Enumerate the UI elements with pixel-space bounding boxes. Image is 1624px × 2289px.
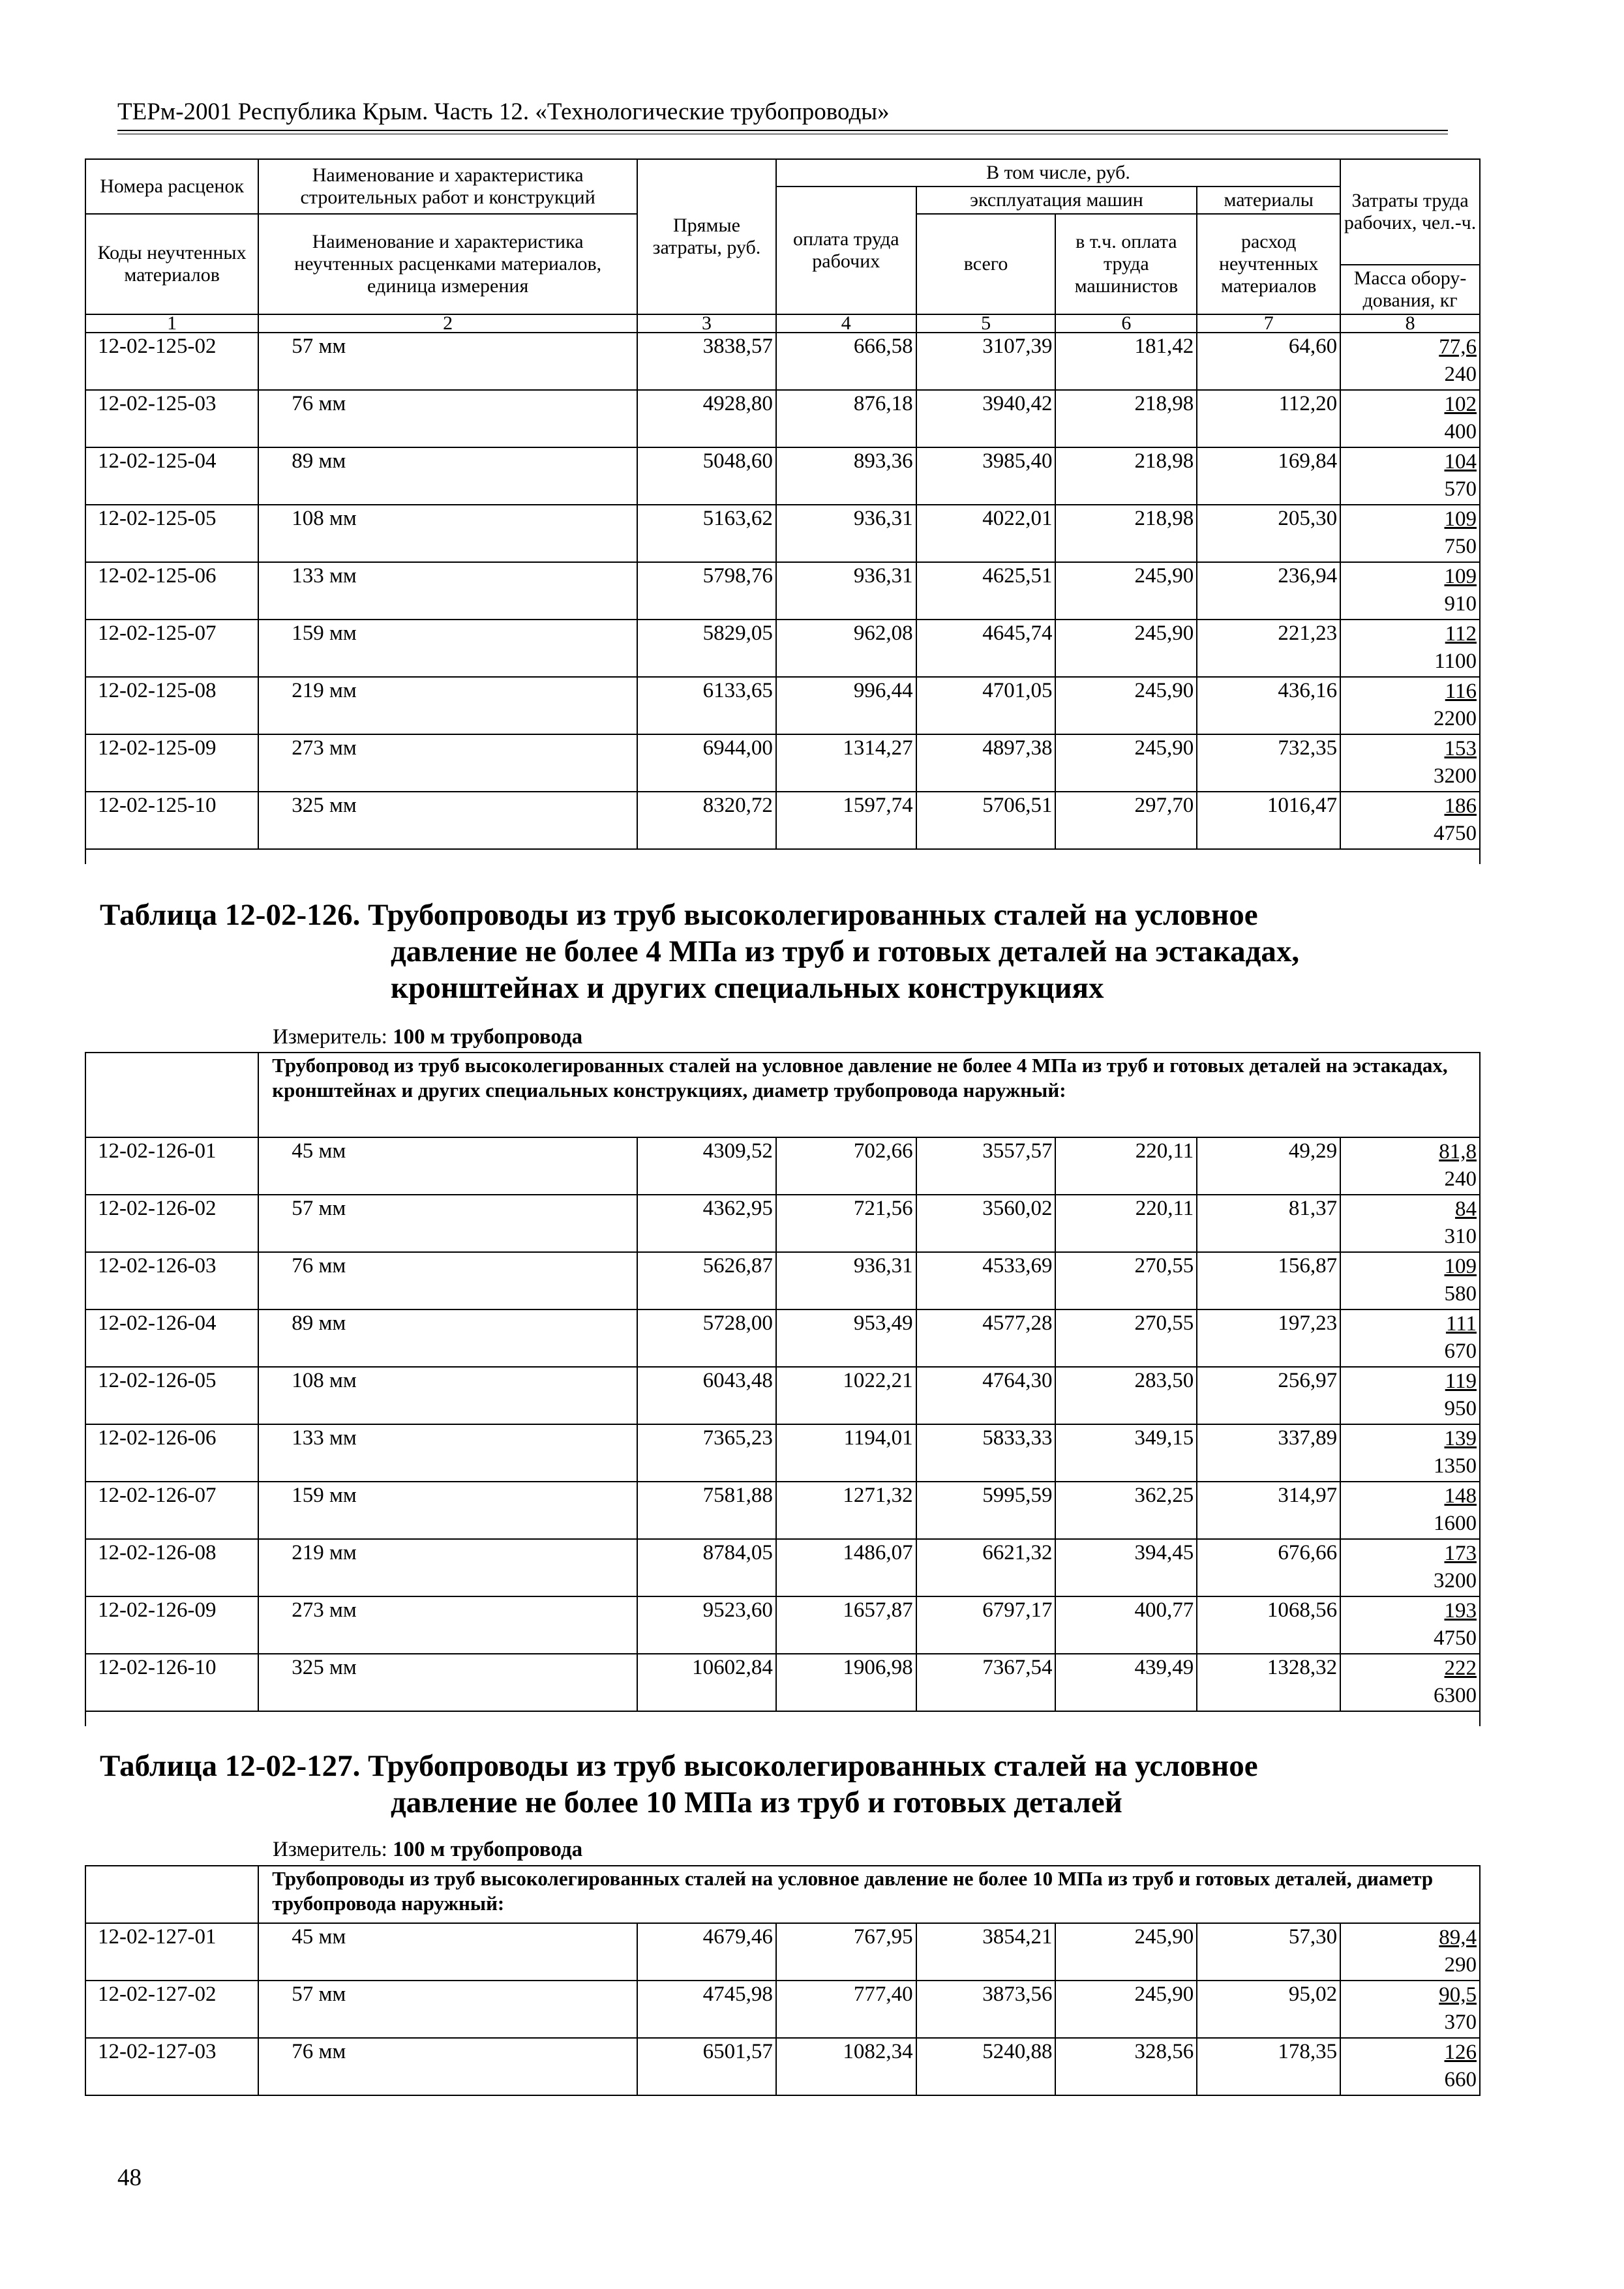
table-126-title-line: Таблица 12-02-126. Трубопроводы из труб высоколегированных сталей на условное [100, 898, 1258, 932]
pipe-diameter: 89 мм [258, 1309, 637, 1367]
machines-total-value: 7367,54 [916, 1654, 1056, 1711]
operator-pay-value: 220,11 [1055, 1137, 1197, 1195]
direct-costs-value: 8784,05 [637, 1539, 776, 1596]
machines-total-value: 3557,57 [916, 1137, 1056, 1195]
pipe-diameter: 89 мм [258, 447, 637, 505]
header-material-codes: Коды неучтенных материалов [85, 214, 258, 314]
pipe-diameter: 57 мм [258, 333, 637, 390]
materials-value: 197,23 [1197, 1309, 1340, 1367]
pipe-diameter: 108 мм [258, 505, 637, 562]
table-row [85, 1424, 1480, 1482]
pipe-diameter: 273 мм [258, 1596, 637, 1654]
pipe-diameter: 76 мм [258, 1252, 637, 1309]
labor-pay-value: 1194,01 [776, 1424, 916, 1482]
equipment-mass-value: 1100 [1434, 650, 1477, 673]
column-number-row [85, 314, 1480, 333]
labor-pay-value: 666,58 [776, 333, 916, 390]
direct-costs-value: 4679,46 [637, 1923, 776, 1981]
labor-hours-and-mass [1340, 1539, 1480, 1596]
pipe-diameter: 325 мм [258, 1654, 637, 1711]
labor-hours-value: 112 [1445, 622, 1477, 646]
equipment-mass-value: 1600 [1434, 1512, 1477, 1535]
operator-pay-value: 245,90 [1055, 562, 1197, 620]
machines-total-value: 4701,05 [916, 677, 1056, 734]
header-materials: материалы [1197, 187, 1340, 214]
materials-value: 49,29 [1197, 1137, 1340, 1195]
equipment-mass-value: 370 [1444, 2011, 1477, 2034]
direct-costs-value: 5163,62 [637, 505, 776, 562]
operator-pay-value: 362,25 [1055, 1482, 1197, 1539]
machines-total-value: 6797,17 [916, 1596, 1056, 1654]
table-127-description: Трубопроводы из труб высоколегированных сталей на условное давление не более 10 МПа из труб и готовых деталей, диаметр трубопровода наружный: [258, 1866, 1480, 1923]
labor-pay-value: 1597,74 [776, 792, 916, 849]
labor-hours-value: 109 [1444, 565, 1477, 588]
pipe-diameter: 133 мм [258, 562, 637, 620]
table-row [85, 1923, 1480, 1981]
table-row [85, 1981, 1480, 2038]
direct-costs-value: 8320,72 [637, 792, 776, 849]
labor-hours-and-mass [1340, 1596, 1480, 1654]
header-machine-operation: эксплуатация машин [916, 187, 1197, 214]
labor-pay-value: 1906,98 [776, 1654, 916, 1711]
column-number: 6 [1055, 314, 1197, 333]
materials-value: 256,97 [1197, 1367, 1340, 1424]
table-row [85, 333, 1480, 390]
machines-total-value: 6621,32 [916, 1539, 1056, 1596]
machines-total-value: 3854,21 [916, 1923, 1056, 1981]
equipment-mass-value: 290 [1444, 1953, 1477, 1977]
labor-hours-and-mass [1340, 1367, 1480, 1424]
machines-total-value: 3985,40 [916, 447, 1056, 505]
header-unaccounted-materials: расход неучтенных материалов [1197, 214, 1340, 314]
table-row [85, 1137, 1480, 1195]
direct-costs-value: 6501,57 [637, 2038, 776, 2095]
direct-costs-value: 5798,76 [637, 562, 776, 620]
operator-pay-value: 297,70 [1055, 792, 1197, 849]
machines-total-value: 4022,01 [916, 505, 1056, 562]
column-number: 8 [1340, 314, 1480, 333]
equipment-mass-value: 3200 [1434, 1569, 1477, 1593]
labor-hours-value: 222 [1444, 1656, 1477, 1680]
materials-value: 156,87 [1197, 1252, 1340, 1309]
labor-hours-and-mass [1340, 1137, 1480, 1195]
materials-value: 169,84 [1197, 447, 1340, 505]
rate-code: 12-02-126-05 [85, 1367, 258, 1424]
table-row [85, 620, 1480, 677]
header-operator-pay: в т.ч. оплата труда машинистов [1055, 214, 1197, 314]
rate-code: 12-02-125-10 [85, 792, 258, 849]
page-number: 48 [117, 2164, 142, 2191]
labor-hours-and-mass [1340, 792, 1480, 849]
table-126-measure [273, 1025, 582, 1049]
header-equipment-mass: Масса обору-дования, кг [1340, 265, 1480, 314]
materials-value: 1016,47 [1197, 792, 1340, 849]
labor-hours-and-mass [1340, 1195, 1480, 1252]
table-end-spacer [85, 849, 1480, 864]
labor-hours-and-mass [1340, 447, 1480, 505]
direct-costs-value: 7365,23 [637, 1424, 776, 1482]
table-row [85, 562, 1480, 620]
header-including-group: В том числе, руб. [776, 159, 1340, 187]
operator-pay-value: 245,90 [1055, 734, 1197, 792]
labor-pay-value: 721,56 [776, 1195, 916, 1252]
rate-code: 12-02-125-05 [85, 505, 258, 562]
operator-pay-value: 270,55 [1055, 1309, 1197, 1367]
pipe-diameter: 219 мм [258, 1539, 637, 1596]
materials-value: 236,94 [1197, 562, 1340, 620]
labor-hours-and-mass [1340, 1252, 1480, 1309]
table-row [85, 1482, 1480, 1539]
column-number: 2 [258, 314, 637, 333]
direct-costs-value: 5829,05 [637, 620, 776, 677]
pipe-diameter: 57 мм [258, 1981, 637, 2038]
labor-pay-value: 777,40 [776, 1981, 916, 2038]
labor-hours-value: 193 [1444, 1599, 1477, 1623]
operator-pay-value: 245,90 [1055, 620, 1197, 677]
header-labor-pay: оплата труда рабочих [776, 187, 916, 314]
table-127-title-line: Таблица 12-02-127. Трубопроводы из труб высоколегированных сталей на условное [100, 1749, 1258, 1783]
materials-value: 676,66 [1197, 1539, 1340, 1596]
table-row [85, 677, 1480, 734]
labor-hours-value: 104 [1444, 450, 1477, 473]
column-number: 5 [916, 314, 1056, 333]
table-12-02-126 [85, 1052, 1481, 1726]
table-126-title [100, 897, 1469, 1006]
rate-code: 12-02-126-02 [85, 1195, 258, 1252]
labor-pay-value: 876,18 [776, 390, 916, 447]
labor-hours-and-mass [1340, 1424, 1480, 1482]
direct-costs-value: 4928,80 [637, 390, 776, 447]
table-row [85, 447, 1480, 505]
labor-pay-value: 962,08 [776, 620, 916, 677]
labor-pay-value: 936,31 [776, 505, 916, 562]
materials-value: 436,16 [1197, 677, 1340, 734]
measure-label: Измеритель: [273, 1838, 387, 1861]
direct-costs-value: 5728,00 [637, 1309, 776, 1367]
labor-hours-and-mass [1340, 734, 1480, 792]
materials-value: 337,89 [1197, 1424, 1340, 1482]
direct-costs-value: 9523,60 [637, 1596, 776, 1654]
table-12-02-127 [85, 1865, 1481, 2096]
pipe-diameter: 133 мм [258, 1424, 637, 1482]
direct-costs-value: 4309,52 [637, 1137, 776, 1195]
labor-hours-value: 111 [1445, 1312, 1477, 1336]
pipe-diameter: 57 мм [258, 1195, 637, 1252]
direct-costs-value: 7581,88 [637, 1482, 776, 1539]
labor-hours-and-mass [1340, 1923, 1480, 1981]
table-row [85, 505, 1480, 562]
labor-hours-value: 90,5 [1439, 1983, 1477, 2007]
labor-pay-value: 1657,87 [776, 1596, 916, 1654]
machines-total-value: 3107,39 [916, 333, 1056, 390]
labor-hours-and-mass [1340, 1981, 1480, 2038]
materials-value: 81,37 [1197, 1195, 1340, 1252]
rate-code: 12-02-125-08 [85, 677, 258, 734]
machines-total-value: 4764,30 [916, 1367, 1056, 1424]
labor-hours-and-mass [1340, 505, 1480, 562]
labor-hours-value: 109 [1444, 507, 1477, 531]
materials-value: 732,35 [1197, 734, 1340, 792]
direct-costs-value: 6944,00 [637, 734, 776, 792]
machines-total-value: 3940,42 [916, 390, 1056, 447]
pipe-diameter: 273 мм [258, 734, 637, 792]
header-rate-numbers: Номера расценок [85, 159, 258, 214]
pipe-diameter: 108 мм [258, 1367, 637, 1424]
operator-pay-value: 283,50 [1055, 1367, 1197, 1424]
direct-costs-value: 4745,98 [637, 1981, 776, 2038]
table-row [85, 1596, 1480, 1654]
labor-hours-and-mass [1340, 333, 1480, 390]
labor-pay-value: 996,44 [776, 677, 916, 734]
operator-pay-value: 218,98 [1055, 390, 1197, 447]
equipment-mass-value: 1350 [1434, 1454, 1477, 1478]
pipe-diameter: 45 мм [258, 1923, 637, 1981]
machines-total-value: 5995,59 [916, 1482, 1056, 1539]
table-row [85, 2038, 1480, 2095]
materials-value: 1328,32 [1197, 1654, 1340, 1711]
equipment-mass-value: 310 [1444, 1225, 1477, 1248]
operator-pay-value: 439,49 [1055, 1654, 1197, 1711]
machines-total-value: 4625,51 [916, 562, 1056, 620]
equipment-mass-value: 240 [1444, 363, 1477, 386]
pipe-diameter: 76 мм [258, 390, 637, 447]
operator-pay-value: 245,90 [1055, 1923, 1197, 1981]
table-row [85, 1539, 1480, 1596]
machines-total-value: 3560,02 [916, 1195, 1056, 1252]
machines-total-value: 4533,69 [916, 1252, 1056, 1309]
direct-costs-value: 6133,65 [637, 677, 776, 734]
machines-total-value: 5706,51 [916, 792, 1056, 849]
equipment-mass-value: 750 [1444, 535, 1477, 558]
operator-pay-value: 218,98 [1055, 505, 1197, 562]
rate-code: 12-02-126-01 [85, 1137, 258, 1195]
labor-pay-value: 936,31 [776, 562, 916, 620]
pipe-diameter: 159 мм [258, 620, 637, 677]
labor-pay-value: 702,66 [776, 1137, 916, 1195]
description-empty-cell [85, 1053, 258, 1137]
labor-hours-value: 186 [1444, 794, 1477, 818]
operator-pay-value: 394,45 [1055, 1539, 1197, 1596]
labor-pay-value: 1082,34 [776, 2038, 916, 2095]
rate-code: 12-02-127-02 [85, 1981, 258, 2038]
header-labor-hours: Затраты труда рабочих, чел.-ч. [1340, 159, 1480, 265]
labor-hours-value: 84 [1455, 1197, 1477, 1221]
table-127-title-line: давление не более 10 МПа из труб и готовых деталей [391, 1786, 1122, 1819]
labor-pay-value: 1486,07 [776, 1539, 916, 1596]
machines-total-value: 5833,33 [916, 1424, 1056, 1482]
equipment-mass-value: 570 [1444, 477, 1477, 501]
rate-code: 12-02-125-07 [85, 620, 258, 677]
labor-hours-and-mass [1340, 1309, 1480, 1367]
labor-pay-value: 767,95 [776, 1923, 916, 1981]
labor-hours-value: 109 [1444, 1255, 1477, 1278]
pipe-diameter: 45 мм [258, 1137, 637, 1195]
equipment-mass-value: 3200 [1434, 764, 1477, 788]
rate-code: 12-02-126-09 [85, 1596, 258, 1654]
measure-value: 100 м трубопровода [393, 1025, 583, 1049]
machines-total-value: 4577,28 [916, 1309, 1056, 1367]
labor-pay-value: 1022,21 [776, 1367, 916, 1424]
materials-value: 1068,56 [1197, 1596, 1340, 1654]
header-material-name: Наименование и характеристика неучтенных расценками материалов, единица измерения [258, 214, 637, 314]
column-number: 3 [637, 314, 776, 333]
equipment-mass-value: 660 [1444, 2068, 1477, 2091]
direct-costs-value: 6043,48 [637, 1367, 776, 1424]
table-row [85, 390, 1480, 447]
direct-costs-value: 5626,87 [637, 1252, 776, 1309]
machines-total-value: 4645,74 [916, 620, 1056, 677]
labor-hours-value: 119 [1445, 1369, 1477, 1393]
labor-hours-value: 148 [1444, 1484, 1477, 1508]
measure-value: 100 м трубопровода [393, 1838, 583, 1861]
materials-value: 95,02 [1197, 1981, 1340, 2038]
operator-pay-value: 220,11 [1055, 1195, 1197, 1252]
table-127-title [100, 1748, 1469, 1821]
labor-hours-and-mass [1340, 620, 1480, 677]
column-number: 1 [85, 314, 258, 333]
operator-pay-value: 400,77 [1055, 1596, 1197, 1654]
pipe-diameter: 76 мм [258, 2038, 637, 2095]
labor-hours-and-mass [1340, 2038, 1480, 2095]
equipment-mass-value: 4750 [1434, 1626, 1477, 1650]
operator-pay-value: 270,55 [1055, 1252, 1197, 1309]
operator-pay-value: 349,15 [1055, 1424, 1197, 1482]
machines-total-value: 5240,88 [916, 2038, 1056, 2095]
materials-value: 314,97 [1197, 1482, 1340, 1539]
pipe-diameter: 325 мм [258, 792, 637, 849]
page-header [117, 98, 1448, 131]
labor-hours-and-mass [1340, 677, 1480, 734]
labor-hours-value: 139 [1444, 1427, 1477, 1450]
description-empty-cell [85, 1866, 258, 1923]
equipment-mass-value: 670 [1444, 1339, 1477, 1363]
table-row [85, 1309, 1480, 1367]
rate-code: 12-02-127-03 [85, 2038, 258, 2095]
page-header-title: ТЕРм-2001 Республика Крым. Часть 12. «Технологические трубопроводы» [117, 98, 890, 125]
table-127-measure [273, 1838, 582, 1862]
materials-value: 57,30 [1197, 1923, 1340, 1981]
labor-hours-value: 102 [1444, 393, 1477, 416]
rate-code: 12-02-126-08 [85, 1539, 258, 1596]
header-direct-costs: Прямые затраты, руб. [637, 159, 776, 314]
materials-value: 178,35 [1197, 2038, 1340, 2095]
materials-value: 64,60 [1197, 333, 1340, 390]
labor-hours-value: 126 [1444, 2041, 1477, 2064]
table-row [85, 1195, 1480, 1252]
operator-pay-value: 245,90 [1055, 677, 1197, 734]
column-number: 4 [776, 314, 916, 333]
equipment-mass-value: 4750 [1434, 822, 1477, 845]
rate-code: 12-02-125-06 [85, 562, 258, 620]
equipment-mass-value: 2200 [1434, 707, 1477, 730]
labor-hours-and-mass [1340, 1654, 1480, 1711]
table-126-title-line: кронштейнах и других специальных конструкциях [391, 971, 1104, 1005]
labor-pay-value: 1271,32 [776, 1482, 916, 1539]
table-row [85, 1654, 1480, 1711]
table-12-02-125 [85, 158, 1481, 864]
direct-costs-value: 4362,95 [637, 1195, 776, 1252]
rate-code: 12-02-125-03 [85, 390, 258, 447]
table-row [85, 1252, 1480, 1309]
labor-hours-value: 81,8 [1439, 1140, 1477, 1163]
labor-pay-value: 953,49 [776, 1309, 916, 1367]
rate-code: 12-02-126-10 [85, 1654, 258, 1711]
operator-pay-value: 218,98 [1055, 447, 1197, 505]
labor-pay-value: 893,36 [776, 447, 916, 505]
rate-code: 12-02-127-01 [85, 1923, 258, 1981]
labor-hours-value: 153 [1444, 737, 1477, 760]
header-work-name: Наименование и характеристика строительных работ и конструкций [258, 159, 637, 214]
materials-value: 112,20 [1197, 390, 1340, 447]
machines-total-value: 3873,56 [916, 1981, 1056, 2038]
equipment-mass-value: 910 [1444, 592, 1477, 616]
measure-label: Измеритель: [273, 1025, 387, 1049]
direct-costs-value: 5048,60 [637, 447, 776, 505]
table-126-description: Трубопровод из труб высоколегированных сталей на условное давление не более 4 МПа из труб и готовых деталей на эстакадах, кронштейнах и других специальных конструкциях, диаметр трубопровода наружный: [258, 1053, 1480, 1137]
direct-costs-value: 3838,57 [637, 333, 776, 390]
materials-value: 221,23 [1197, 620, 1340, 677]
table-row [85, 1367, 1480, 1424]
labor-hours-value: 77,6 [1439, 335, 1477, 359]
rate-code: 12-02-125-02 [85, 333, 258, 390]
operator-pay-value: 245,90 [1055, 1981, 1197, 2038]
equipment-mass-value: 6300 [1434, 1684, 1477, 1707]
labor-pay-value: 936,31 [776, 1252, 916, 1309]
labor-hours-value: 116 [1445, 680, 1477, 703]
equipment-mass-value: 400 [1444, 420, 1477, 443]
operator-pay-value: 181,42 [1055, 333, 1197, 390]
labor-hours-and-mass [1340, 390, 1480, 447]
rate-code: 12-02-125-04 [85, 447, 258, 505]
rate-code: 12-02-126-03 [85, 1252, 258, 1309]
equipment-mass-value: 950 [1444, 1397, 1477, 1420]
table-end-spacer [85, 1711, 1480, 1726]
rate-code: 12-02-125-09 [85, 734, 258, 792]
materials-value: 205,30 [1197, 505, 1340, 562]
labor-hours-value: 89,4 [1439, 1926, 1477, 1949]
labor-hours-and-mass [1340, 562, 1480, 620]
machines-total-value: 4897,38 [916, 734, 1056, 792]
column-number: 7 [1197, 314, 1340, 333]
direct-costs-value: 10602,84 [637, 1654, 776, 1711]
pipe-diameter: 159 мм [258, 1482, 637, 1539]
labor-hours-and-mass [1340, 1482, 1480, 1539]
table-row [85, 734, 1480, 792]
table-row [85, 792, 1480, 849]
labor-hours-value: 173 [1444, 1542, 1477, 1565]
equipment-mass-value: 580 [1444, 1282, 1477, 1306]
operator-pay-value: 328,56 [1055, 2038, 1197, 2095]
rate-code: 12-02-126-07 [85, 1482, 258, 1539]
pipe-diameter: 219 мм [258, 677, 637, 734]
rate-code: 12-02-126-06 [85, 1424, 258, 1482]
table-126-title-line: давление не более 4 МПа из труб и готовых деталей на эстакадах, [391, 935, 1300, 968]
equipment-mass-value: 240 [1444, 1167, 1477, 1191]
rate-code: 12-02-126-04 [85, 1309, 258, 1367]
header-machines-total: всего [916, 214, 1056, 314]
labor-pay-value: 1314,27 [776, 734, 916, 792]
